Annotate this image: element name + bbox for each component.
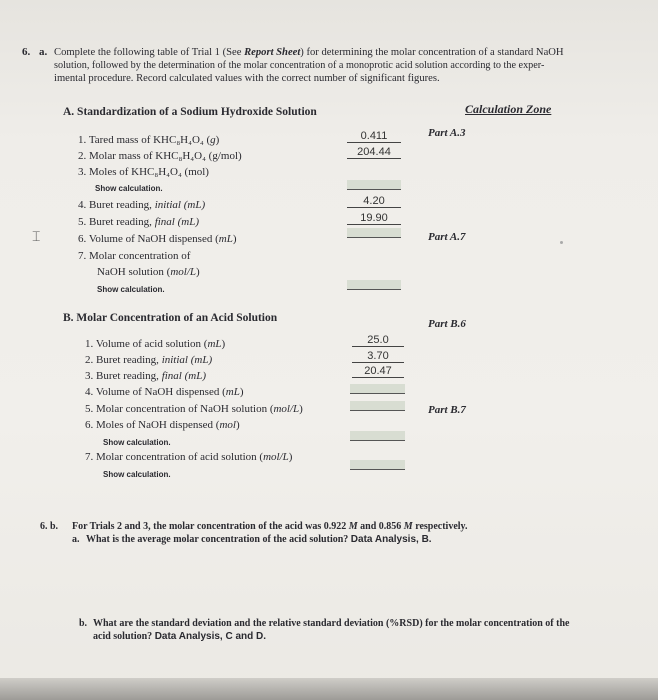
section-b-item2: 2. Buret reading, initial (mL) (85, 354, 213, 366)
calc-zone-part-a7: Part A.7 (428, 231, 466, 243)
text-cursor-icon: ⌶ (32, 230, 41, 245)
section-a-item4: 4. Buret reading, initial (mL) (78, 199, 206, 211)
part-b-number: 6. b. (40, 521, 59, 532)
section-a-item7-line2: NaOH solution (mol/L) (97, 266, 200, 278)
section-a-item1-value[interactable]: 0.411 (347, 131, 401, 143)
question-intro-line3: imental procedure. Record calculated values with the correct number of significant figures. (54, 73, 440, 84)
section-b-item5-answer-box[interactable] (350, 401, 405, 411)
section-b-item7: 7. Molar concentration of acid solution (mol/L) (85, 451, 293, 463)
section-b-title: B. Molar Concentration of an Acid Solution (63, 312, 278, 324)
section-b-item1: 1. Volume of acid solution (mL) (85, 338, 226, 350)
part-b-question-a: What is the average molar concentration of the acid solution? Data Analysis, B. (86, 534, 432, 545)
calc-zone-part-b7: Part B.7 (428, 404, 466, 416)
question-part-a-label: a. (39, 46, 48, 58)
section-a-item3-answer-box[interactable] (347, 180, 401, 190)
section-a-item7: 7. Molar concentration of (78, 250, 191, 262)
section-a-show-calc-1: Show calculation. (95, 184, 163, 193)
section-a-item6-answer-box[interactable] (347, 228, 401, 238)
part-b-question-b-line1: What are the standard deviation and the relative standard deviation (%RSD) for the molar concentration of the (93, 618, 570, 629)
section-a-item5: 5. Buret reading, final (mL) (78, 216, 199, 228)
section-b-item2-value[interactable]: 3.70 (352, 351, 404, 363)
section-b-show-calc-2: Show calculation. (103, 470, 171, 479)
section-b-show-calc-1: Show calculation. (103, 438, 171, 447)
question-intro-line2: solution, followed by the determination of the molar concentration of a monoprotic acid solution according to the exper- (54, 60, 545, 71)
calc-zone-part-a3: Part A.3 (428, 127, 466, 139)
section-b-item4: 4. Volume of NaOH dispensed (mL) (85, 386, 244, 398)
section-a-item4-value[interactable]: 4.20 (347, 196, 401, 208)
question-number: 6. (22, 46, 31, 58)
part-b-statement: For Trials 2 and 3, the molar concentration of the acid was 0.922 M and 0.856 M respectively. (72, 521, 468, 532)
calc-zone-part-b6: Part B.6 (428, 318, 466, 330)
section-b-item6: 6. Moles of NaOH dispensed (mol) (85, 419, 240, 431)
section-a-item3: 3. Moles of KHC₈H₄O₄ (mol) (78, 166, 209, 178)
section-a-item2: 2. Molar mass of KHC₈H₄O₄ (g/mol) (78, 150, 242, 162)
section-a-title: A. Standardization of a Sodium Hydroxide Solution (63, 106, 317, 118)
section-b-item1-value[interactable]: 25.0 (352, 335, 404, 347)
section-a-item1: 1. Tared mass of KHC₈H₄O₄ (g) (78, 134, 220, 146)
section-a-item5-value[interactable]: 19.90 (347, 213, 401, 225)
section-b-item5: 5. Molar concentration of NaOH solution (mol/L) (85, 403, 303, 415)
part-b-question-b-label: b. (79, 618, 88, 629)
section-b-item3: 3. Buret reading, final (mL) (85, 370, 206, 382)
section-b-item7-answer-box[interactable] (350, 460, 405, 470)
speck (560, 241, 563, 244)
section-b-item4-answer-box[interactable] (350, 384, 405, 394)
section-a-item6: 6. Volume of NaOH dispensed (mL) (78, 233, 237, 245)
question-intro-line1: Complete the following table of Trial 1 (See Report Sheet) for determining the molar concentration of a standard NaOH (54, 47, 564, 58)
section-b-item3-value[interactable]: 20.47 (352, 366, 404, 378)
section-a-show-calc-2: Show calculation. (97, 285, 165, 294)
part-b-question-a-label: a. (72, 534, 80, 545)
section-b-item6-answer-box[interactable] (350, 431, 405, 441)
section-a-item7-answer-box[interactable] (347, 280, 401, 290)
part-b-question-b-line2: acid solution? Data Analysis, C and D. (93, 631, 267, 642)
page-bottom-shadow (0, 678, 658, 700)
section-a-item2-value[interactable]: 204.44 (347, 147, 401, 159)
calc-zone-title: Calculation Zone (465, 102, 552, 116)
